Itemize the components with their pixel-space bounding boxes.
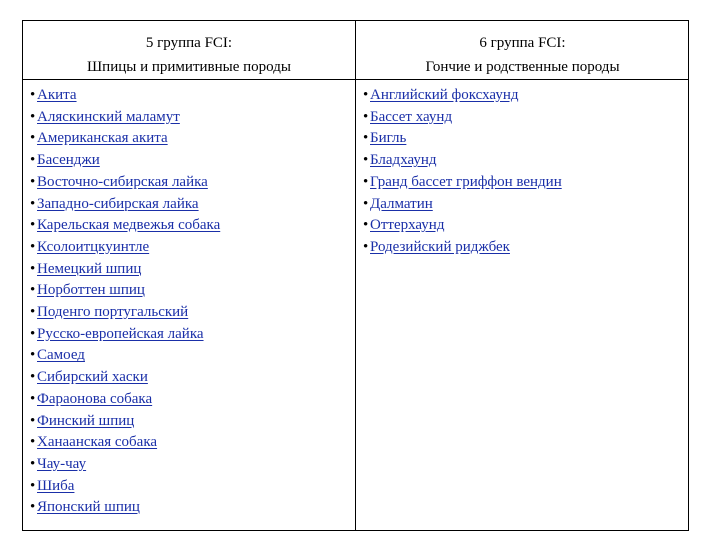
breed-list-item (30, 237, 220, 259)
breed-list-item (30, 107, 220, 129)
bullet-icon: • (30, 282, 36, 299)
breed-list-item (363, 85, 562, 107)
breed-list-item (30, 215, 220, 237)
bullet-icon: • (363, 217, 369, 234)
fci-groups-table (22, 20, 689, 531)
group-5-subtitle: Шпицы и примитивные породы (87, 59, 291, 75)
bullet-icon: • (30, 195, 36, 212)
breed-list-item (30, 128, 220, 150)
bullet-icon: • (30, 455, 36, 472)
breed-link[interactable]: Русско-европейская лайка (37, 325, 204, 342)
breed-list-item (363, 107, 562, 129)
breed-list-item (30, 280, 220, 302)
bullet-icon: • (363, 238, 369, 255)
group-6-title: 6 группа FCI: (479, 35, 566, 51)
bullet-icon: • (30, 499, 36, 516)
breed-list-item (30, 259, 220, 281)
breed-link[interactable]: Далматин (370, 195, 433, 212)
group-6-breed-list (363, 85, 562, 259)
breed-list-item (30, 476, 220, 498)
bullet-icon: • (30, 173, 36, 190)
breed-list-item (363, 172, 562, 194)
breed-list-item (30, 302, 220, 324)
group-5-breed-list (30, 85, 220, 519)
column-divider (355, 21, 356, 530)
bullet-icon: • (30, 217, 36, 234)
breed-link[interactable]: Аляскинский маламут (37, 108, 180, 125)
breed-link[interactable]: Акита (37, 87, 77, 103)
breed-link[interactable]: Американская акита (37, 130, 168, 147)
header-divider (23, 79, 688, 80)
breed-list-item (363, 237, 562, 259)
breed-list-item (363, 150, 562, 172)
breed-link[interactable]: Сибирский хаски (37, 369, 148, 386)
bullet-icon: • (30, 477, 36, 494)
breed-list-item (30, 150, 220, 172)
bullet-icon: • (30, 390, 36, 407)
breed-link[interactable]: Самоед (37, 347, 85, 364)
breed-list-item (30, 194, 220, 216)
breed-link[interactable]: Английский фоксхаунд (370, 87, 519, 103)
breed-list-item (363, 215, 562, 237)
bullet-icon: • (30, 434, 36, 451)
bullet-icon: • (363, 130, 369, 147)
breed-list-item (363, 194, 562, 216)
breed-link[interactable]: Финский шпиц (37, 412, 135, 429)
bullet-icon: • (363, 87, 369, 103)
breed-link[interactable]: Немецкий шпиц (37, 260, 142, 277)
bullet-icon: • (363, 173, 369, 190)
breed-link[interactable]: Бладхаунд (370, 152, 437, 169)
breed-link[interactable]: Ханаанская собака (37, 434, 158, 451)
bullet-icon: • (30, 130, 36, 147)
breed-list-item (30, 411, 220, 433)
breed-list-item (30, 432, 220, 454)
bullet-icon: • (30, 260, 36, 277)
breed-list-item (30, 85, 220, 107)
group-5-title: 5 группа FCI: (145, 35, 233, 51)
breed-link[interactable]: Гранд бассет гриффон вендин (370, 173, 562, 190)
breed-list-item (30, 367, 220, 389)
breed-link[interactable]: Родезийский риджбек (370, 238, 510, 255)
breed-list-item (30, 389, 220, 411)
breed-link[interactable]: Шиба (37, 477, 75, 494)
breed-link[interactable]: Фараонова собака (37, 390, 153, 407)
bullet-icon: • (30, 304, 36, 321)
bullet-icon: • (30, 369, 36, 386)
breed-link[interactable]: Поденго португальский (37, 304, 189, 321)
breed-list-item (30, 172, 220, 194)
bullet-icon: • (363, 195, 369, 212)
group-6-header (356, 31, 689, 79)
breed-link[interactable]: Басенджи (37, 152, 100, 169)
breed-list-item (30, 345, 220, 367)
breed-link[interactable]: Бигль (370, 130, 407, 147)
breed-link[interactable]: Восточно-сибирская лайка (37, 173, 208, 190)
bullet-icon: • (363, 152, 369, 169)
breed-link[interactable]: Карельская медвежья собака (37, 217, 221, 234)
breed-link[interactable]: Оттерхаунд (370, 217, 445, 234)
bullet-icon: • (30, 152, 36, 169)
bullet-icon: • (30, 108, 36, 125)
bullet-icon: • (30, 87, 36, 103)
group-5-header (23, 31, 355, 79)
bullet-icon: • (363, 108, 369, 125)
bullet-icon: • (30, 325, 36, 342)
bullet-icon: • (30, 238, 36, 255)
bullet-icon: • (30, 347, 36, 364)
breed-link[interactable]: Ксолоитцкуинтле (37, 238, 150, 255)
breed-link[interactable]: Западно-сибирская лайка (37, 195, 199, 212)
breed-list-item (363, 128, 562, 150)
group-6-subtitle: Гончие и родственные породы (425, 59, 620, 75)
bullet-icon: • (30, 412, 36, 429)
breed-list-item (30, 454, 220, 476)
breed-link[interactable]: Чау-чау (37, 455, 87, 472)
breed-list-item (30, 324, 220, 346)
breed-link[interactable]: Норботтен шпиц (37, 282, 145, 299)
breed-link[interactable]: Японский шпиц (37, 499, 140, 516)
breed-list-item (30, 497, 220, 519)
breed-link[interactable]: Бассет хаунд (370, 108, 453, 125)
